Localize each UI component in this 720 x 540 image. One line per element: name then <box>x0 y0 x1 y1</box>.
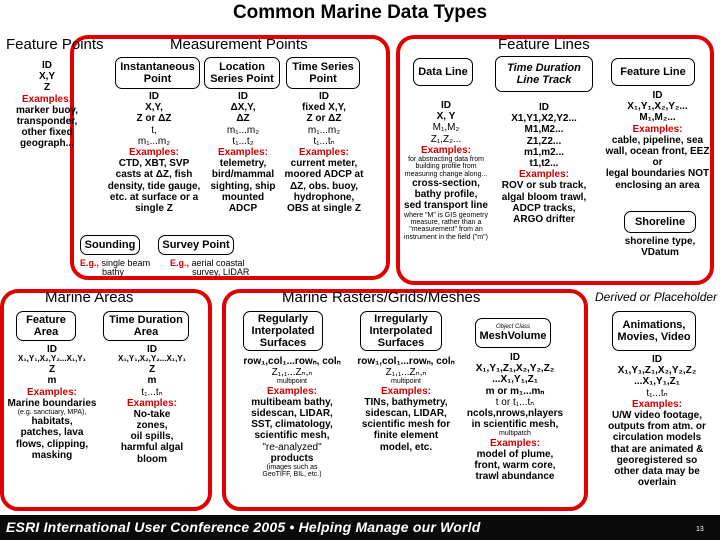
ip-line: X,Y, <box>145 102 163 114</box>
sounding-eg: E.g., <box>80 258 100 268</box>
dv-example: circulation models <box>612 432 702 444</box>
tda-line: X₁,Y₁,X₂,Y₂...X₁,Y₁ <box>118 354 186 364</box>
feature-area-label: Feature Area <box>26 313 66 338</box>
fa-example: patches, lava <box>20 427 84 439</box>
fp-line: Z <box>43 82 51 94</box>
ts-example: current meter, <box>290 158 358 170</box>
reg-note: GeoTIFF, BIL, etc.) <box>262 471 322 479</box>
dv-line: ...X₁,Y₁,Z₁ <box>634 376 680 388</box>
tdl-line: X1,Y1,X2,Y2... <box>511 113 577 125</box>
ls-example: ADCP <box>228 202 258 214</box>
fp-example: other fixed <box>21 127 73 139</box>
instantaneous-point-box <box>115 57 200 89</box>
dl-examples-label: Examples: <box>420 144 472 156</box>
ls-line: ΔZ <box>236 113 250 125</box>
ts-line: Z or ΔZ <box>306 113 342 125</box>
ts-example: ΔZ, obs. buoy, <box>289 180 359 192</box>
tda-example: oil spills, <box>130 431 174 443</box>
irregular-surfaces-box <box>360 311 442 351</box>
survey-note-1: aerial coastal <box>191 258 245 268</box>
marine-rasters-title: Marine Rasters/Grids/Meshes <box>282 289 481 306</box>
fl-example: wall, ocean front, EEZ <box>605 145 710 157</box>
data-line-label: Data Line <box>418 65 468 78</box>
marine-areas-title: Marine Areas <box>45 289 134 306</box>
ls-line: ID <box>238 91 248 102</box>
fl-example: enclosing an area <box>615 179 700 191</box>
mv-line: t or t₁...tₙ <box>495 396 535 408</box>
irr-example: sidescan, LIDAR, <box>365 408 447 420</box>
mesh-volume-class: Object Class <box>495 323 530 330</box>
tdl-example: ADCP tracks, <box>512 202 576 214</box>
tdl-example: ARGO drifter <box>513 213 575 225</box>
feature-points-column <box>2 60 92 150</box>
irr-example: scientific mesh for <box>361 419 451 431</box>
fa-line: m <box>47 375 57 387</box>
tda-line: m <box>147 375 157 387</box>
fl-example: or <box>652 157 663 169</box>
dl-line: Z₁,Z₂... <box>430 133 462 145</box>
fa-example: habitats, <box>31 416 73 428</box>
tda-example: harmful algal <box>120 442 184 454</box>
time-duration-area-box <box>103 311 189 341</box>
tda-line: Z <box>148 364 156 376</box>
ls-example: sighting, ship <box>210 180 276 192</box>
survey-note-2: survey, LIDAR <box>192 267 250 278</box>
mesh-volume-column <box>460 352 570 482</box>
dl-line: M₁,M₂ <box>432 122 460 134</box>
mv-line: ncols,nrows,nlayers <box>466 407 564 419</box>
ls-examples-label: Examples: <box>217 146 269 158</box>
reg-line: row₁,col₁...rowₙ, colₙ <box>243 356 341 367</box>
reg-example: scientific mesh, <box>254 430 330 442</box>
reg-example: products <box>270 452 314 464</box>
page-title: Common Marine Data Types <box>232 2 488 23</box>
time-series-column <box>281 91 367 214</box>
regular-column <box>232 356 352 479</box>
fl-example: cable, pipeline, sea <box>611 134 704 146</box>
regular-surfaces-label: Regularly Interpolated Surfaces <box>251 312 315 350</box>
tdl-example: algal bloom trawl, <box>501 191 587 203</box>
ts-example: OBS at single Z <box>287 202 361 214</box>
dv-example: U/W video footage, <box>612 409 702 421</box>
ip-example: casts at ΔZ, fish <box>115 169 193 181</box>
survey-eg: E.g., <box>170 258 190 268</box>
reg-example: multibeam bathy, <box>251 396 333 408</box>
dv-line: ID <box>652 354 662 365</box>
tdl-line: m1,m2... <box>523 146 565 158</box>
tdl-line: ID <box>539 102 549 113</box>
ls-line: ΔX,Y, <box>230 102 256 114</box>
derived-title: Derived or Placeholder <box>595 290 718 304</box>
ts-line: t₁...tₙ <box>313 135 335 147</box>
data-line-box <box>413 58 473 86</box>
tdl-line: t1,t2... <box>529 157 559 169</box>
sounding-label: Sounding <box>84 238 136 251</box>
tda-example: No-take <box>133 408 171 420</box>
tdl-example: ROV or sub track, <box>501 180 587 192</box>
reg-line: multipoint <box>277 378 307 386</box>
sounding-note-2: bathy <box>102 267 125 278</box>
dv-example: overlain <box>637 477 677 489</box>
animations-label: Animations, Movies, Video <box>617 318 691 343</box>
mv-example: front, warm core, <box>474 460 556 472</box>
fp-examples-label: Examples: <box>21 93 73 105</box>
ls-example: mounted <box>221 191 265 203</box>
ip-line: m₁...m₂ <box>137 135 171 147</box>
page-number: 13 <box>696 526 704 533</box>
feature-points-title: Feature Points <box>6 36 104 53</box>
ts-examples-label: Examples: <box>298 146 350 158</box>
ts-line: ID <box>319 91 329 102</box>
tda-line: ID <box>147 344 157 355</box>
mv-example: trawl abundance <box>475 471 555 483</box>
shoreline-column <box>610 236 710 258</box>
data-line-column <box>398 100 494 241</box>
dl-note1: building profile from <box>415 163 477 171</box>
shoreline-line: VDatum <box>641 247 679 259</box>
mesh-volume-box <box>475 318 551 348</box>
dv-example: that are animated & <box>610 443 704 455</box>
irregular-column <box>346 356 466 453</box>
location-series-point-box <box>204 57 280 89</box>
sounding-note-1: single beam <box>101 258 151 268</box>
feature-area-column <box>2 344 102 461</box>
ip-line: t, <box>151 124 157 136</box>
shoreline-line: shoreline type, <box>624 236 696 247</box>
irr-example: TINs, bathymetry, <box>364 396 448 408</box>
irr-line: Z₁,₁...Zₙ,ₙ <box>385 367 427 379</box>
dl-note2: where "M" is GIS geometry <box>404 211 488 219</box>
fa-line: Z <box>48 364 56 376</box>
mv-line: multipatch <box>499 430 531 438</box>
fp-line: ID <box>42 60 52 71</box>
mv-line: ID <box>510 352 520 363</box>
fl-line: ID <box>652 90 663 101</box>
mv-example: model of plume, <box>476 448 554 460</box>
fp-line: X,Y <box>38 71 56 83</box>
dv-example: other data may be <box>614 465 700 477</box>
ip-example: etc. at surface or a <box>109 191 199 203</box>
fl-examples-label: Examples: <box>632 123 683 135</box>
reg-examples-label: Examples: <box>266 385 318 397</box>
tdl-line: M1,M2... <box>524 124 564 136</box>
location-series-point-label: Location Series Point <box>210 60 274 85</box>
time-series-point-box <box>286 57 360 89</box>
instantaneous-point-label: Instantaneous Point <box>120 60 195 85</box>
derived-column <box>596 354 718 488</box>
dl-example: bathy profile, <box>414 189 478 201</box>
fp-example: geograph... <box>20 138 74 150</box>
irr-example: model, etc. <box>379 441 433 453</box>
mv-line: X₁,Y₁,Z₁,X₂,Y₂,Z₂ <box>475 363 555 375</box>
time-duration-line-label: Time Duration Line Track <box>507 61 581 86</box>
irr-line: row₁,col₁...rowₙ, colₙ <box>357 356 455 367</box>
dl-line: X, Y <box>436 111 456 123</box>
tda-line: t₁...tₙ <box>141 386 163 398</box>
ts-example: moored ADCP at <box>284 169 364 181</box>
instantaneous-column <box>98 91 210 214</box>
time-duration-line-box <box>495 56 593 92</box>
feature-area-box <box>16 311 76 341</box>
ip-line: Z or ΔZ <box>136 113 172 125</box>
ip-example: CTD, XBT, SVP <box>118 158 190 170</box>
tdl-line: Z1,Z2... <box>526 135 562 147</box>
ls-line: m₁...m₂ <box>226 124 260 136</box>
fa-line: X₁,Y₁,X₂,Y₂...X₁,Y₁ <box>18 354 86 364</box>
irregular-surfaces-label: Irregularly Interpolated Surfaces <box>369 312 433 350</box>
footer-text: ESRI International User Conference 2005 • Helping Manage our World <box>6 519 481 535</box>
dl-note1: for abstracting data from <box>408 155 484 163</box>
dl-note2: instrument in the field ("m") <box>404 233 488 241</box>
dv-example: outputs from atm. or <box>608 421 706 433</box>
reg-example: "re-analyzed" <box>262 441 322 453</box>
measurement-points-title: Measurement Points <box>170 36 308 53</box>
fp-example: marker buoy, <box>15 104 79 116</box>
mesh-volume-label: MeshVolume <box>479 330 547 343</box>
fp-example: transponder, <box>16 115 78 127</box>
fa-example: Marine boundaries <box>7 397 97 409</box>
ts-line: fixed X,Y, <box>302 102 346 114</box>
mv-examples-label: Examples: <box>489 437 541 449</box>
sounding-note <box>80 259 150 278</box>
dl-note2: "measurement" from an <box>409 226 483 234</box>
ip-examples-label: Examples: <box>128 146 180 158</box>
irr-line: multipoint <box>391 378 421 386</box>
dl-note1: measuring change along... <box>404 170 488 178</box>
fa-examples-label: Examples: <box>26 386 78 398</box>
ls-example: bird/mammal <box>211 169 275 181</box>
reg-example: SST, climatology, <box>251 419 333 431</box>
sounding-box <box>80 235 140 255</box>
fa-line: ID <box>47 344 57 355</box>
reg-note: (images such as <box>266 464 318 472</box>
survey-point-box <box>158 235 234 255</box>
animations-box <box>612 311 696 351</box>
shoreline-box <box>624 211 696 233</box>
dv-line: X₁,Y₁,Z₁,X₂,Y₂,Z₂ <box>617 365 697 377</box>
ip-line: ID <box>149 91 159 102</box>
ls-line: t₁...t₂ <box>232 135 254 147</box>
dv-examples-label: Examples: <box>631 398 683 410</box>
mv-line: m or m₁...mₙ <box>485 385 545 397</box>
dl-note2: measure, rather than a <box>410 218 482 226</box>
feature-lines-title: Feature Lines <box>498 36 590 53</box>
tda-examples-label: Examples: <box>126 397 178 409</box>
survey-point-label: Survey Point <box>162 238 230 251</box>
mv-line: in scientific mesh, <box>471 419 559 431</box>
time-duration-line-column <box>492 102 596 225</box>
dv-line: t₁...tₙ <box>646 387 668 399</box>
feature-line-label: Feature Line <box>620 65 686 78</box>
fl-example: legal boundaries NOT <box>605 168 710 180</box>
fl-line: M₁,M₂... <box>639 112 676 124</box>
fa-example: flows, clipping, <box>15 438 89 450</box>
ip-example: single Z <box>135 202 173 214</box>
survey-point-note <box>170 259 249 278</box>
dl-line: ID <box>441 100 451 111</box>
time-duration-area-label: Time Duration Area <box>109 313 183 338</box>
tda-example: zones, <box>136 420 168 432</box>
ts-line: m₁...m₂ <box>307 124 341 136</box>
dl-example: sed transport line <box>404 200 488 212</box>
irr-example: finite element <box>373 430 439 442</box>
feature-line-column <box>600 90 715 191</box>
dl-example: cross-section, <box>412 177 480 189</box>
regular-surfaces-box <box>243 311 323 351</box>
fl-line: X₁,Y₁,X₂,Y₂... <box>627 101 688 113</box>
feature-line-box <box>611 58 695 86</box>
location-series-column <box>208 91 278 214</box>
mv-line: ...X₁,Y₁,Z₁ <box>492 374 538 386</box>
ls-example: telemetry, <box>219 158 267 170</box>
time-duration-area-column <box>102 344 202 465</box>
fa-example: (e.g. sanctuary, MPA), <box>17 408 87 416</box>
time-series-point-label: Time Series Point <box>292 60 354 85</box>
reg-line: Z₁,₁...Zₙ,ₙ <box>271 367 313 379</box>
tdl-examples-label: Examples: <box>518 169 570 181</box>
ts-example: hydrophone, <box>293 191 355 203</box>
reg-example: sidescan, LIDAR, <box>251 408 333 420</box>
irr-examples-label: Examples: <box>380 385 432 397</box>
fa-example: masking <box>31 449 73 461</box>
shoreline-label: Shoreline <box>634 215 686 228</box>
tda-example: bloom <box>137 453 167 465</box>
dv-example: georegistered so <box>616 454 698 466</box>
ip-example: density, tide gauge, <box>107 180 201 192</box>
